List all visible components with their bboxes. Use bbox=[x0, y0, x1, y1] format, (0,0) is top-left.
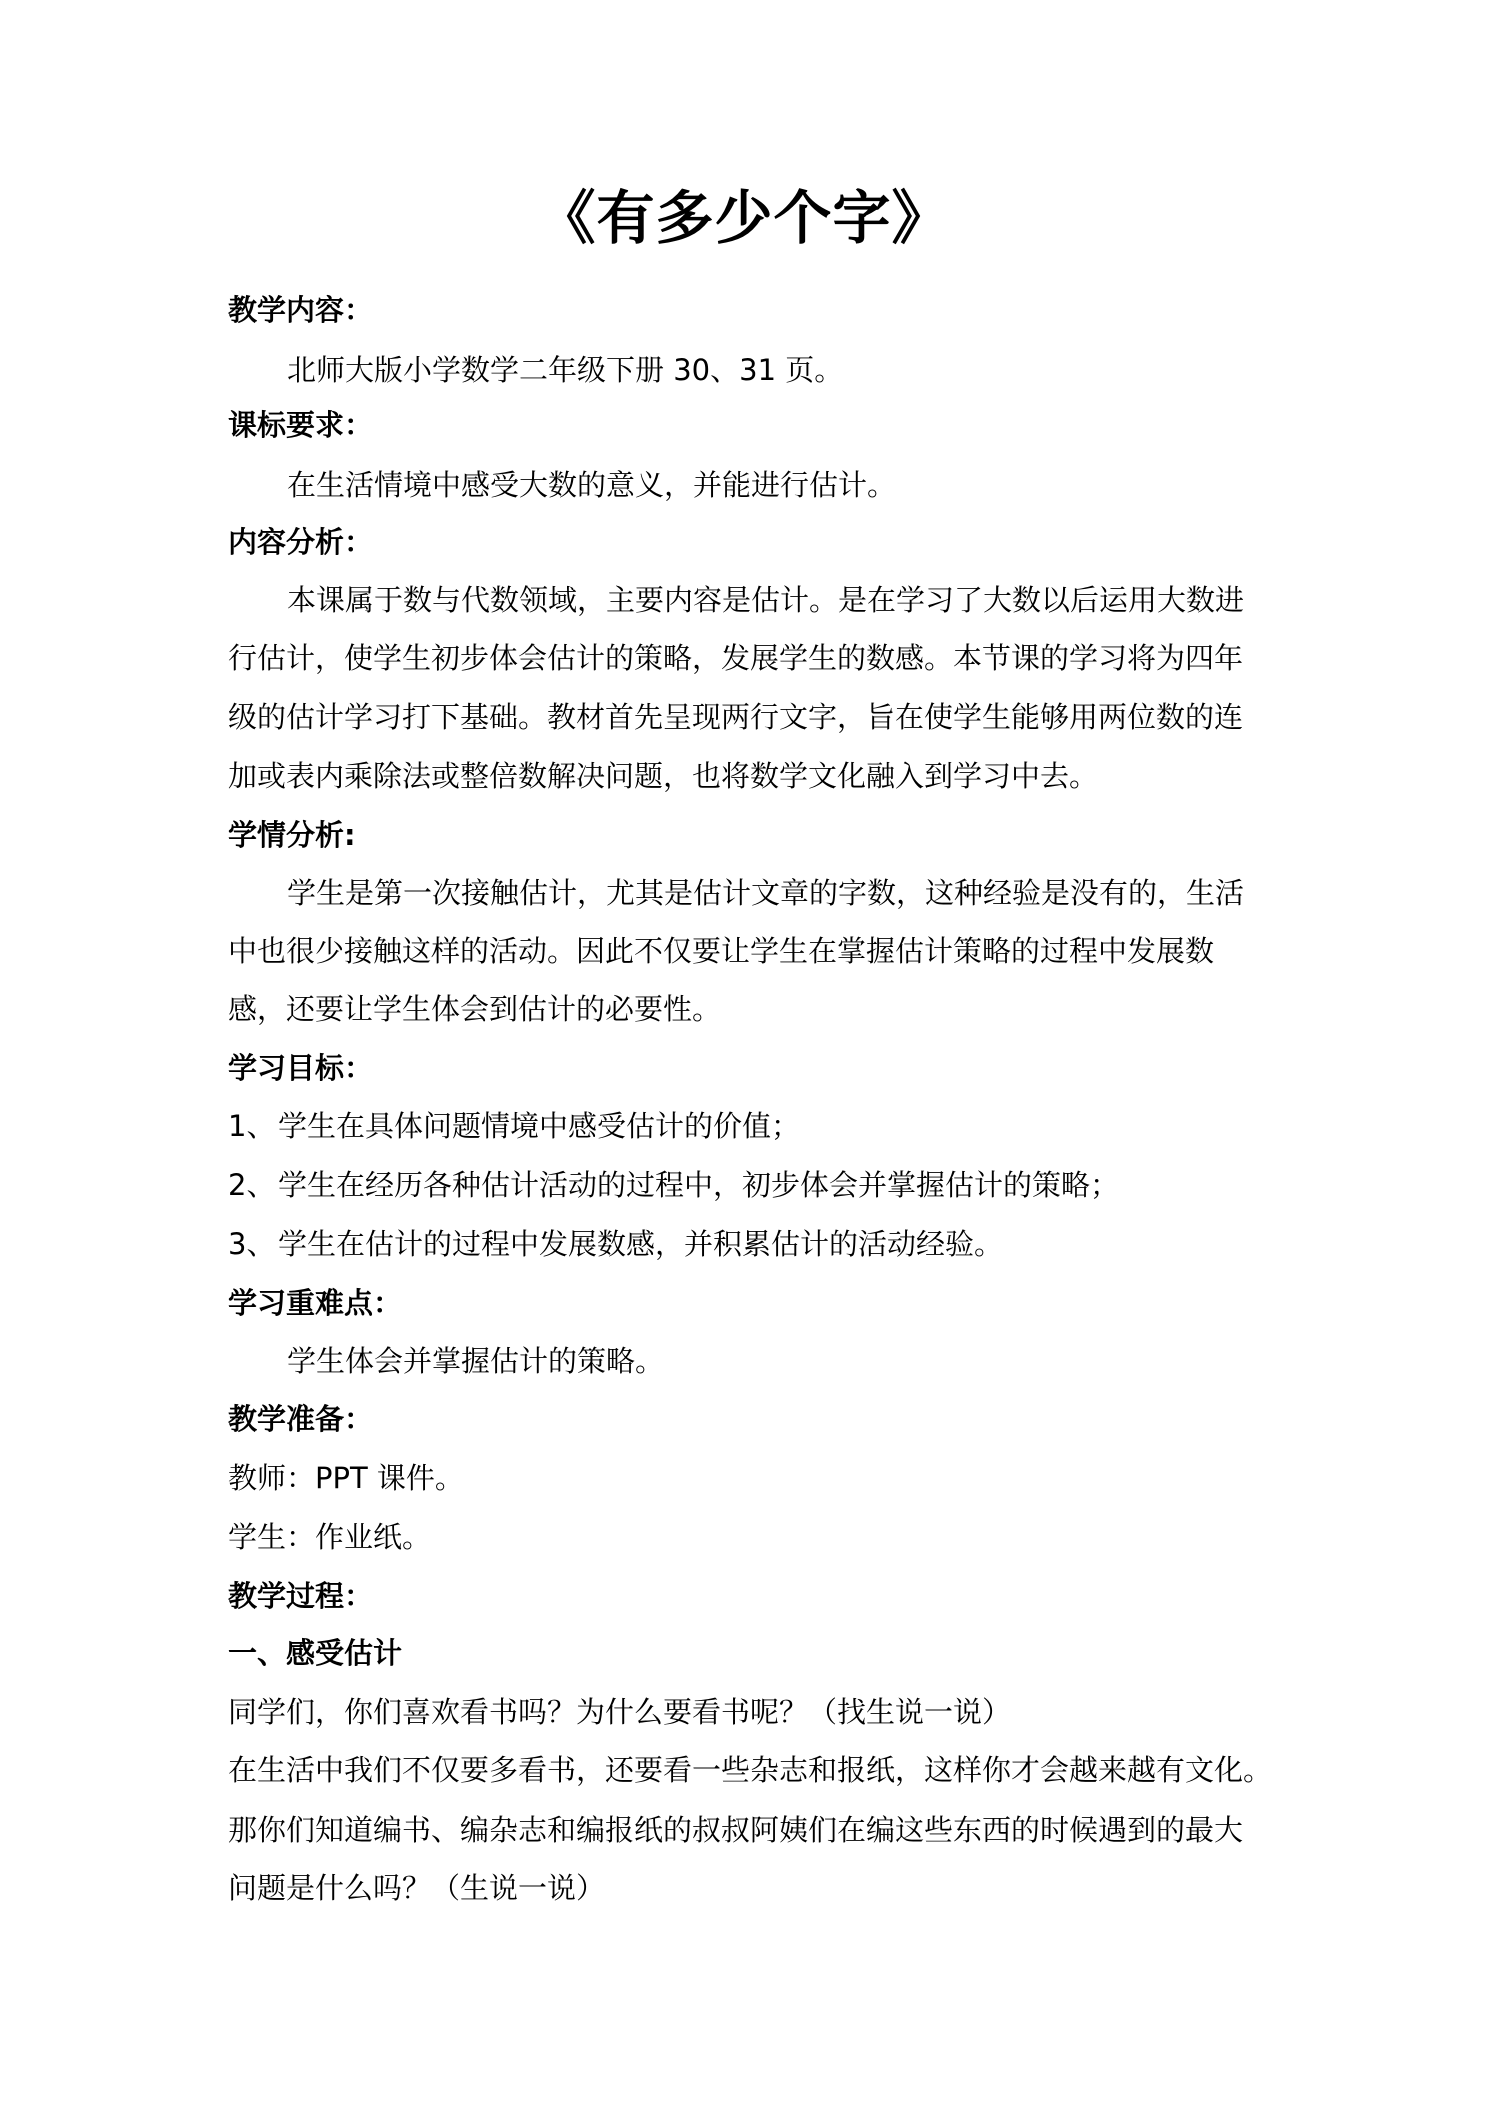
learner-line: 中也很少接触这样的活动。因此不仅要让学生在掌握估计策略的过程中发展数 bbox=[228, 934, 1215, 968]
document-title: 《有多少个字》 bbox=[537, 184, 951, 252]
preparation-heading: 教学准备： bbox=[228, 1402, 374, 1436]
goal-text: 学生在估计的过程中发展数感，并积累估计的活动经验。 bbox=[278, 1227, 1004, 1261]
goal-number: 3、 bbox=[228, 1227, 276, 1261]
goals-heading: 学习目标： bbox=[228, 1051, 374, 1085]
goal-number: 2、 bbox=[228, 1168, 276, 1202]
process-line: 那你们知道编书、编杂志和编报纸的叔叔阿姨们在编这些东西的时候遇到的最大 bbox=[228, 1813, 1244, 1847]
analysis-heading: 内容分析： bbox=[228, 525, 374, 559]
key-points-heading: 学习重难点： bbox=[228, 1286, 403, 1320]
process-line: 在生活中我们不仅要多看书，还要看一些杂志和报纸，这样你才会越来越有文化。 bbox=[228, 1753, 1273, 1787]
content-heading: 教学内容： bbox=[228, 293, 374, 327]
analysis-line: 级的估计学习打下基础。教材首先呈现两行文字，旨在使学生能够用两位数的连 bbox=[228, 700, 1244, 734]
standard-heading: 课标要求： bbox=[228, 408, 374, 442]
key-points-text: 学生体会并掌握估计的策略。 bbox=[287, 1344, 665, 1378]
goal-number: 1、 bbox=[228, 1109, 276, 1143]
standard-text: 在生活情境中感受大数的意义，并能进行估计。 bbox=[287, 468, 897, 502]
learner-heading: 学情分析: bbox=[228, 818, 356, 852]
preparation-teacher: 教师：PPT 课件。 bbox=[228, 1461, 464, 1495]
content-text: 北师大版小学数学二年级下册 30、31 页。 bbox=[287, 353, 844, 387]
process-heading: 教学过程： bbox=[228, 1579, 374, 1613]
goal-item bbox=[228, 1165, 1119, 1205]
goal-item bbox=[228, 1224, 1003, 1264]
preparation-student: 学生：作业纸。 bbox=[228, 1520, 432, 1554]
process-line: 同学们，你们喜欢看书吗？为什么要看书呢？（找生说一说） bbox=[228, 1695, 1012, 1729]
analysis-line: 行估计，使学生初步体会估计的策略，发展学生的数感。本节课的学习将为四年 bbox=[228, 641, 1244, 675]
process-subheading: 一、感受估计 bbox=[228, 1636, 403, 1670]
process-line: 问题是什么吗？（生说一说） bbox=[228, 1871, 606, 1905]
learner-line: 学生是第一次接触估计，尤其是估计文章的字数，这种经验是没有的，生活 bbox=[287, 876, 1245, 910]
analysis-line: 本课属于数与代数领域，主要内容是估计。是在学习了大数以后运用大数进 bbox=[287, 583, 1245, 617]
analysis-line: 加或表内乘除法或整倍数解决问题，也将数学文化融入到学习中去。 bbox=[228, 759, 1099, 793]
goal-text: 学生在经历各种估计活动的过程中，初步体会并掌握估计的策略； bbox=[278, 1168, 1120, 1202]
goal-text: 学生在具体问题情境中感受估计的价值； bbox=[278, 1109, 801, 1143]
learner-line: 感，还要让学生体会到估计的必要性。 bbox=[228, 992, 722, 1026]
goal-item bbox=[228, 1106, 800, 1146]
